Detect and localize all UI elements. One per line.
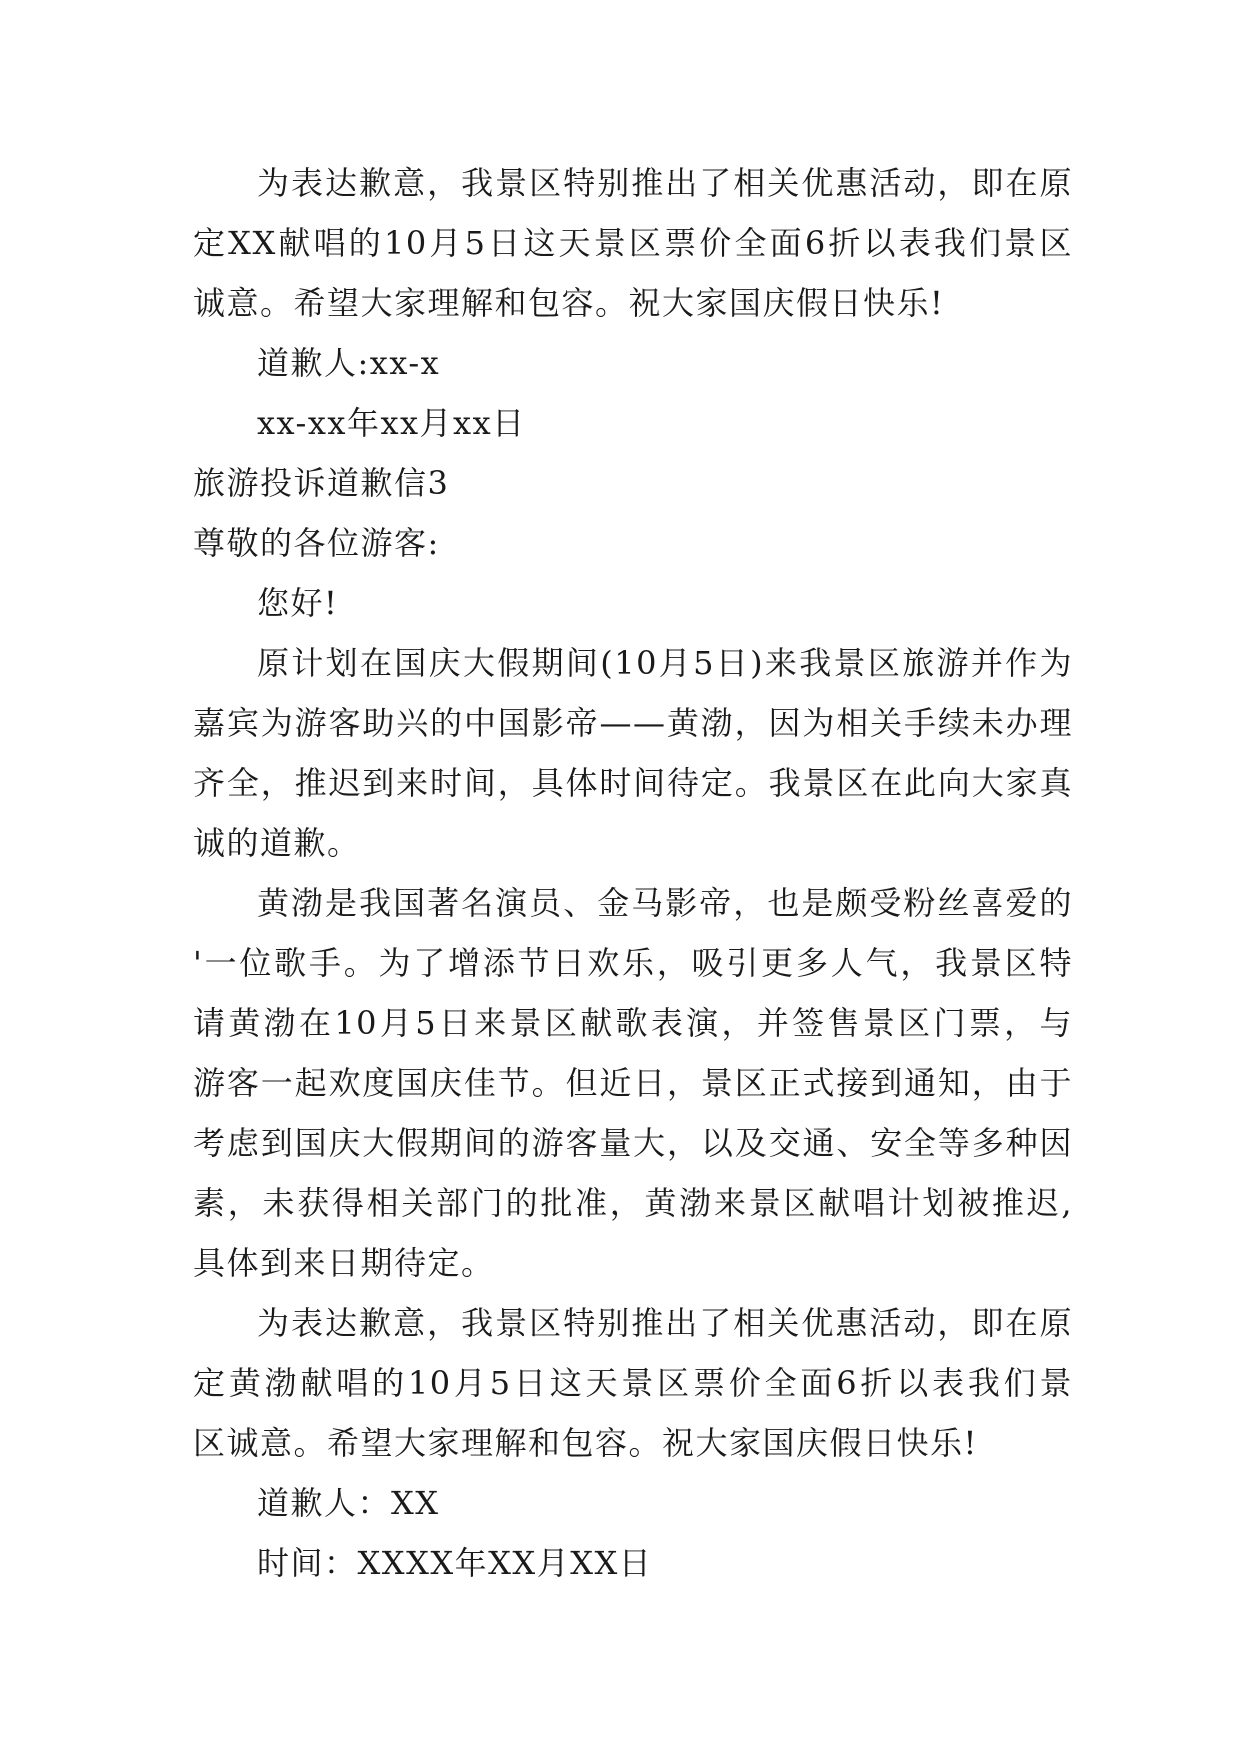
paragraph-line: 素，未获得相关部门的批准，黄渤来景区献唱计划被推迟,	[193, 1184, 1073, 1222]
paragraph-line: 游客一起欢度国庆佳节。但近日，景区正式接到通知，由于	[193, 1064, 1073, 1102]
paragraph-line: 为表达歉意，我景区特别推出了相关优惠活动，即在原	[257, 1304, 1073, 1342]
paragraph-line: 嘉宾为游客助兴的中国影帝——黄渤，因为相关手续未办理	[193, 704, 1073, 742]
paragraph-line: 请黄渤在10月5日来景区献歌表演，并签售景区门票，与	[193, 1004, 1073, 1042]
paragraph-line: 为表达歉意，我景区特别推出了相关优惠活动，即在原	[257, 164, 1073, 202]
paragraph-background	[193, 873, 1073, 1293]
paragraph-discount-2	[193, 1293, 1073, 1473]
greeting: 您好!	[257, 584, 339, 622]
paragraph-line: 区诚意。希望大家理解和包容。祝大家国庆假日快乐!	[193, 1424, 978, 1462]
date-2: 时间：XXXX年XX月XX日	[257, 1544, 653, 1582]
paragraph-line: 定XX献唱的10月5日这天景区票价全面6折以表我们景区	[193, 224, 1073, 262]
paragraph-discount-1	[193, 153, 1073, 333]
salutation: 尊敬的各位游客:	[193, 524, 440, 562]
paragraph-line: 黄渤是我国著名演员、金马影帝，也是颇受粉丝喜爱的	[257, 884, 1073, 922]
paragraph-line: 具体到来日期待定。	[193, 1244, 495, 1282]
date-1: xx-xx年xx月xx日	[257, 404, 526, 442]
paragraph-line: 齐全，推迟到来时间，具体时间待定。我景区在此向大家真	[193, 764, 1073, 802]
letter-title: 旅游投诉道歉信3	[193, 464, 450, 502]
paragraph-line: 考虑到国庆大假期间的游客量大，以及交通、安全等多种因	[193, 1124, 1073, 1162]
paragraph-line: 原计划在国庆大假期间(10月5日)来我景区旅游并作为	[257, 644, 1073, 682]
paragraph-line: '一位歌手。为了增添节日欢乐，吸引更多人气，我景区特	[193, 944, 1073, 982]
paragraph-line: 定黄渤献唱的10月5日这天景区票价全面6折以表我们景	[193, 1364, 1073, 1402]
signature-1: 道歉人:xx-x	[257, 344, 441, 382]
paragraph-line: 诚的道歉。	[193, 824, 361, 862]
signature-2: 道歉人：XX	[257, 1484, 440, 1522]
paragraph-line: 诚意。希望大家理解和包容。祝大家国庆假日快乐!	[193, 284, 945, 322]
paragraph-postponement	[193, 633, 1073, 873]
document-body	[193, 153, 1073, 1593]
